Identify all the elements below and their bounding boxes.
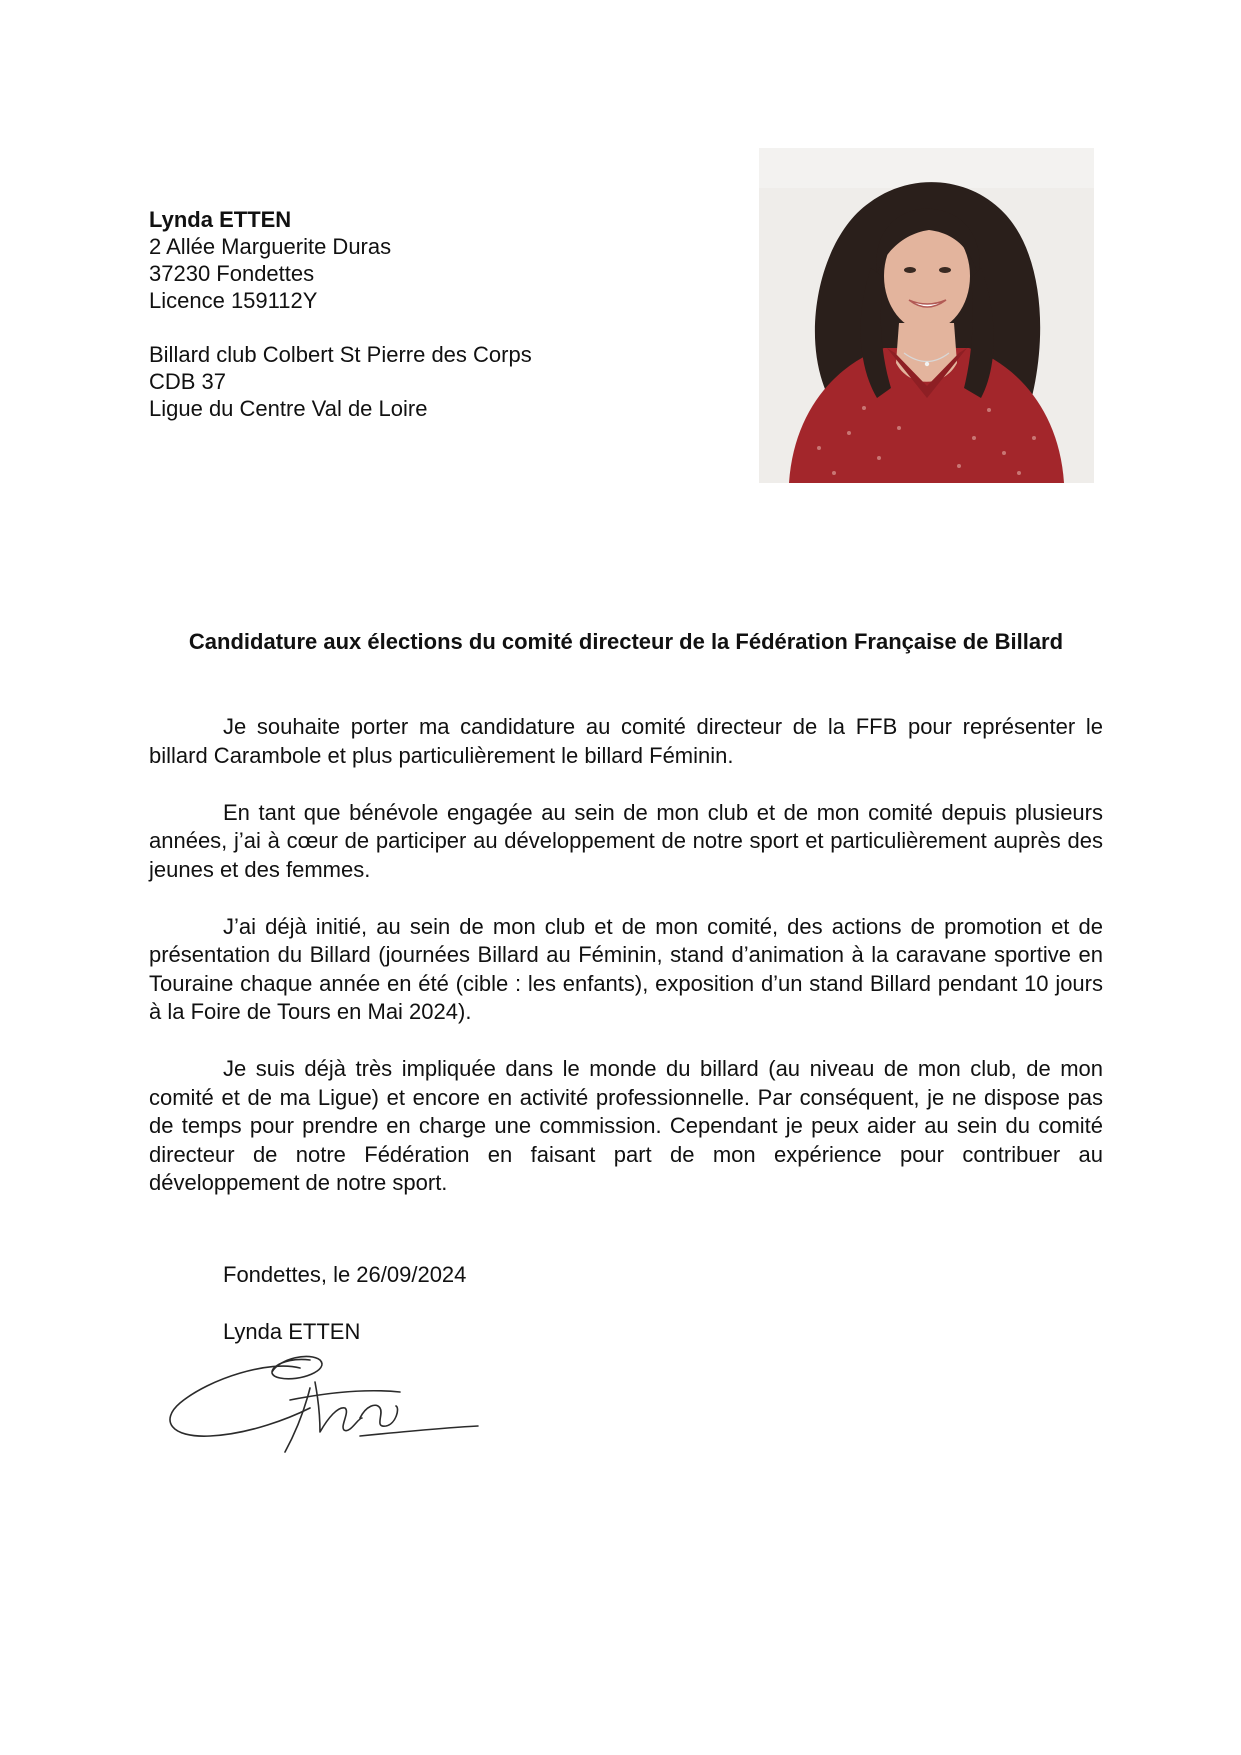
portrait-photo	[759, 148, 1094, 483]
portrait-illustration	[759, 148, 1094, 483]
sender-address-line2: 37230 Fondettes	[149, 261, 315, 286]
spacer	[149, 314, 532, 341]
page-title: Candidature aux élections du comité directeur de la Fédération Française de Billard	[188, 629, 1064, 654]
letter-body	[149, 713, 1103, 1226]
paragraph-3: J’ai déjà initié, au sein de mon club et de mon comité, des actions de promotion et de présentation du Billard (journées Billard au Féminin, stand d’animation à la caravane sportive en Touraine chaque année en été (cible : les enfants), exposition d’un stand Billard pendant 10 jours à la Foire de Tours en Mai 2024).	[149, 913, 1103, 1024]
sender-club: Billard club Colbert St Pierre des Corps	[149, 342, 532, 367]
handwritten-signature	[160, 1348, 480, 1456]
paragraph-1: Je souhaite porter ma candidature au comité directeur de la FFB pour représenter le billard Carambole et plus particulièrement le billard Féminin.	[149, 714, 1103, 768]
signatory-name: Lynda ETTEN	[223, 1319, 361, 1344]
sender-address-line1: 2 Allée Marguerite Duras	[149, 234, 392, 259]
paragraph-4: Je suis déjà très impliquée dans le monde du billard (au niveau de mon club, de mon comité et de ma Ligue) et encore en activité professionnelle. Par conséquent, je ne dispose pas de temps pour prendre en charge une commission. Cependant je peux aider au sein du comité directeur de notre Fédération en faisant part de mon expérience pour contribuer au développement de notre sport.	[149, 1056, 1103, 1195]
sender-licence: Licence 159112Y	[149, 288, 318, 313]
place-date: Fondettes, le 26/09/2024	[223, 1262, 467, 1287]
sender-block	[149, 206, 532, 422]
signature-icon	[160, 1348, 480, 1456]
sender-committee: CDB 37	[149, 369, 227, 394]
sender-league: Ligue du Centre Val de Loire	[149, 396, 428, 421]
sender-name: Lynda ETTEN	[149, 207, 292, 232]
paragraph-2: En tant que bénévole engagée au sein de mon club et de mon comité depuis plusieurs années, j’ai à cœur de participer au développement de notre sport et particulièrement auprès des jeunes et des femmes.	[149, 799, 1103, 882]
